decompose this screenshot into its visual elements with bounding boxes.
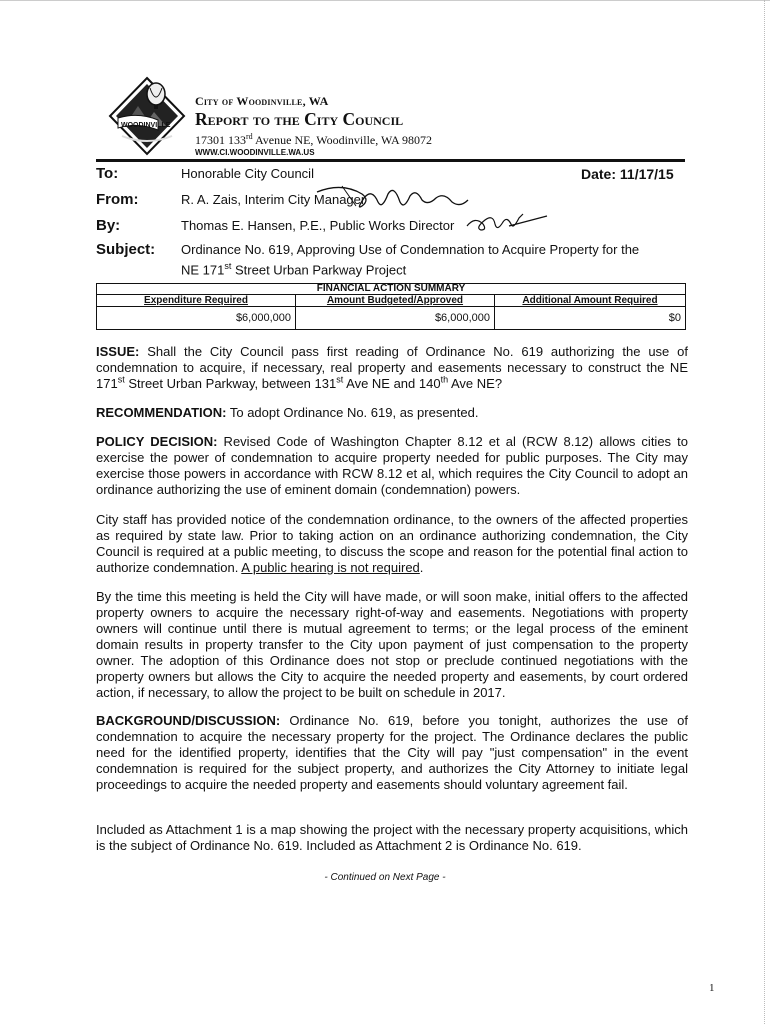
address-part: 17301 133 [195, 133, 246, 147]
issue-sup: th [440, 374, 449, 385]
policy-decision-text: Revised Code of Washington Chapter 8.12 et al (RCW 8.12) allows cities to exercise the power of condemnation to acquire property needed for public purposes. The City may exercise those powers in accordance with RCW 8.12 et al, which requires the City Council to adopt an ordinance authorizing the use of eminent domain (condemnation) powers. [96, 434, 689, 497]
date-value: 11/17/15 [619, 166, 674, 182]
issue-sup: st [336, 374, 344, 385]
issue-label: ISSUE: [96, 344, 140, 359]
issue-text: Ave NE? [448, 376, 503, 391]
background-label: BACKGROUND/DISCUSSION: [96, 713, 281, 728]
woodinville-logo-icon [108, 76, 186, 156]
subject-line-1: Ordinance No. 619, Approving Use of Condemnation to Acquire Property for the [181, 242, 640, 257]
notice-end: . [419, 560, 424, 575]
financial-value-cell: $6,000,000 [296, 307, 495, 330]
page-number: 1 [709, 982, 715, 994]
from-value: R. A. Zais, Interim City Manager [181, 192, 366, 207]
issue-text: Ave NE and 140 [343, 376, 441, 391]
financial-header-cell: Expenditure Required [97, 295, 296, 307]
issue-text: Street Urban Parkway, between 131 [124, 376, 337, 391]
background-text: Ordinance No. 619, before you tonight, authorizes the use of condemnation to acquire the necessary property for the project. The Ordinance declares the public need for the identified property, identifies that the City will pay "just compensation" in the event condemnation is required for the subject property, and authorizes the City Attorney to initiate legal proceedings to acquire the needed property and easements should voluntary agreement fail. [96, 713, 688, 792]
issue-sup: st [117, 374, 125, 385]
date-field [581, 166, 674, 182]
report-header [195, 94, 695, 158]
financial-action-summary [96, 283, 686, 330]
subject-part: NE 171 [181, 262, 225, 278]
subject-label: Subject: [96, 241, 156, 258]
background-paragraph [96, 713, 688, 793]
date-label: Date: [581, 166, 617, 182]
scan-top-edge [0, 0, 770, 1]
recommendation-text: To adopt Ordinance No. 619, as presented. [226, 405, 479, 420]
address-part: Avenue NE, Woodinville, WA 98072 [252, 133, 433, 147]
recommendation-paragraph [96, 405, 688, 421]
city-address [195, 130, 695, 147]
city-name: City of Woodinville, WA [195, 94, 329, 108]
subject-sup: st [224, 261, 232, 271]
manager-signature-icon [312, 180, 472, 212]
director-signature-icon [465, 210, 550, 234]
policy-decision-paragraph [96, 434, 688, 498]
by-label: By: [96, 217, 121, 234]
notice-paragraph [96, 512, 688, 576]
logo-wordmark: WOODINVILLE [121, 122, 171, 129]
city-website: WWW.CI.WOODINVILLE.WA.US [195, 148, 315, 157]
from-label: From: [96, 191, 139, 208]
recommendation-label: RECOMMENDATION: [96, 405, 227, 420]
financial-value-cell: $0 [495, 307, 686, 330]
subject-line-2 [181, 258, 406, 278]
timing-paragraph: By the time this meeting is held the City will have made, or will soon make, initial offers to the affected property owners to acquire the necessary right-of-way and easements. Negotiations with property owners will continue until there is mutual agreement to terms; or the legal process of the eminent domain results in property transfer to the City upon payment of just compensation to the property owner. The adoption of this Ordinance does not stop or preclude continued negotiations with the property owners but allows the City to acquire the needed property and easements, by court ordered action, if necessary, to allow the project to be built on schedule in 2017. [96, 589, 688, 700]
attachments-paragraph: Included as Attachment 1 is a map showing the project with the necessary property acquisitions, which is the subject of Ordinance No. 619. Included as Attachment 2 is Ordinance No. 619. [96, 822, 688, 853]
scan-right-edge [764, 0, 767, 1024]
financial-header-row [97, 295, 686, 307]
issue-text: Shall the City Council pass first reading of Ordinance No. 619 authorizing the use of condemnation to acquire, if necessary, real property and easements necessary to construct the NE 171 [96, 344, 688, 391]
financial-title: FINANCIAL ACTION SUMMARY [97, 284, 686, 295]
continued-note: - Continued on Next Page - [324, 872, 446, 883]
financial-header-cell: Amount Budgeted/Approved [296, 295, 495, 307]
notice-text: City staff has provided notice of the condemnation ordinance, to the owners of the affected properties as required by state law. Prior to taking action on an ordinance authorizing condemnation, the City Council is required at a public meeting, to discuss the scope and reason for the potential final action to authorize condemnation. [96, 512, 688, 575]
report-title: Report to the City Council [195, 109, 404, 129]
financial-value-cell: $6,000,000 [97, 307, 296, 330]
address-sup: rd [246, 132, 253, 141]
header-rule [96, 159, 685, 162]
public-hearing-note: A public hearing is not required [241, 560, 420, 575]
policy-decision-label: POLICY DECISION: [96, 434, 218, 449]
to-label: To: [96, 165, 119, 182]
financial-header-cell: Additional Amount Required [495, 295, 686, 307]
financial-values-row [97, 307, 686, 330]
by-value: Thomas E. Hansen, P.E., Public Works Director [181, 218, 455, 233]
subject-part: Street Urban Parkway Project [231, 262, 407, 278]
issue-paragraph [96, 344, 688, 392]
to-value: Honorable City Council [181, 166, 314, 181]
